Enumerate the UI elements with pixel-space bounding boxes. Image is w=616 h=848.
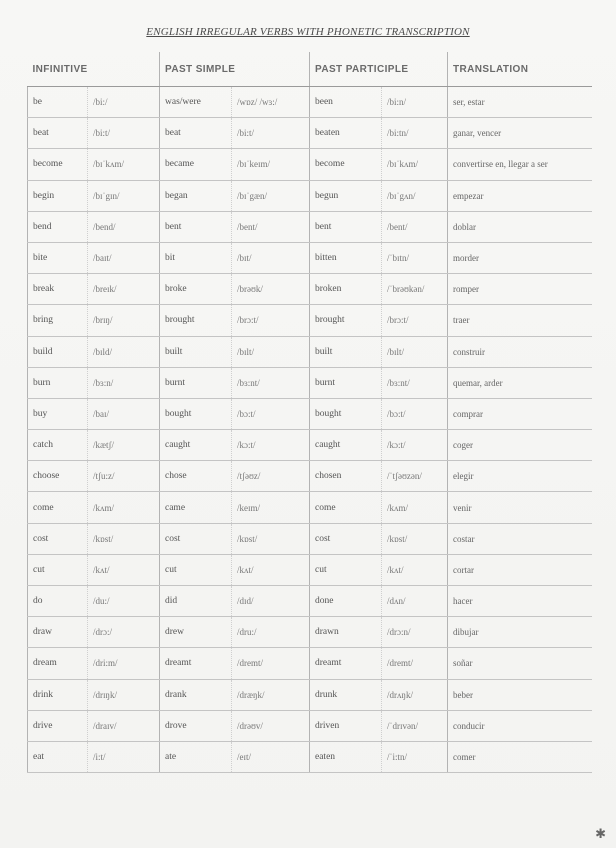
infinitive-phonetic-cell: /drɔ:/ bbox=[88, 617, 160, 648]
past-participle-phonetic-cell: /bi:tn/ bbox=[382, 118, 448, 149]
past-participle-phonetic-cell: /bent/ bbox=[382, 211, 448, 242]
infinitive-phonetic-cell: /kætʃ/ bbox=[88, 430, 160, 461]
past-simple-phonetic-cell: /bɪˈgæn/ bbox=[232, 180, 310, 211]
infinitive-phonetic-cell: /bi:t/ bbox=[88, 118, 160, 149]
table-row bbox=[28, 118, 592, 149]
past-participle-cell: done bbox=[310, 586, 382, 617]
past-simple-cell: burnt bbox=[160, 367, 232, 398]
translation-cell: traer bbox=[448, 305, 592, 336]
table-body bbox=[28, 87, 592, 773]
past-participle-cell: brought bbox=[310, 305, 382, 336]
infinitive-phonetic-cell: /tʃu:z/ bbox=[88, 461, 160, 492]
infinitive-cell: catch bbox=[28, 430, 88, 461]
infinitive-phonetic-cell: /bi:/ bbox=[88, 87, 160, 118]
translation-cell: convertirse en, llegar a ser bbox=[448, 149, 592, 180]
infinitive-cell: cost bbox=[28, 523, 88, 554]
translation-cell: costar bbox=[448, 523, 592, 554]
translation-cell: soñar bbox=[448, 648, 592, 679]
infinitive-phonetic-cell: /bend/ bbox=[88, 211, 160, 242]
infinitive-cell: beat bbox=[28, 118, 88, 149]
infinitive-cell: become bbox=[28, 149, 88, 180]
past-participle-cell: caught bbox=[310, 430, 382, 461]
translation-cell: dibujar bbox=[448, 617, 592, 648]
past-participle-phonetic-cell: /bɜ:nt/ bbox=[382, 367, 448, 398]
infinitive-cell: buy bbox=[28, 398, 88, 429]
past-simple-cell: cost bbox=[160, 523, 232, 554]
past-participle-phonetic-cell: /kɒst/ bbox=[382, 523, 448, 554]
table-row bbox=[28, 211, 592, 242]
translation-cell: comer bbox=[448, 741, 592, 772]
infinitive-phonetic-cell: /dri:m/ bbox=[88, 648, 160, 679]
translation-cell: doblar bbox=[448, 211, 592, 242]
past-simple-cell: chose bbox=[160, 461, 232, 492]
table-header-row bbox=[28, 52, 592, 87]
table-row bbox=[28, 87, 592, 118]
infinitive-phonetic-cell: /bɪˈkʌm/ bbox=[88, 149, 160, 180]
infinitive-cell: bring bbox=[28, 305, 88, 336]
past-simple-cell: ate bbox=[160, 741, 232, 772]
infinitive-phonetic-cell: /baɪ/ bbox=[88, 398, 160, 429]
past-participle-cell: cost bbox=[310, 523, 382, 554]
past-simple-phonetic-cell: /bent/ bbox=[232, 211, 310, 242]
past-participle-cell: beaten bbox=[310, 118, 382, 149]
infinitive-phonetic-cell: /du:/ bbox=[88, 586, 160, 617]
infinitive-cell: bite bbox=[28, 242, 88, 273]
infinitive-cell: be bbox=[28, 87, 88, 118]
table-row bbox=[28, 461, 592, 492]
past-participle-cell: begun bbox=[310, 180, 382, 211]
past-simple-phonetic-cell: /bɪlt/ bbox=[232, 336, 310, 367]
translation-cell: ser, estar bbox=[448, 87, 592, 118]
table-row bbox=[28, 523, 592, 554]
translation-cell: beber bbox=[448, 679, 592, 710]
past-participle-phonetic-cell: /bɔ:t/ bbox=[382, 398, 448, 429]
past-simple-phonetic-cell: /bɔ:t/ bbox=[232, 398, 310, 429]
table-row bbox=[28, 492, 592, 523]
past-participle-phonetic-cell: /ˈdrɪvən/ bbox=[382, 710, 448, 741]
past-simple-phonetic-cell: /dremt/ bbox=[232, 648, 310, 679]
past-participle-cell: driven bbox=[310, 710, 382, 741]
past-simple-phonetic-cell: /bi:t/ bbox=[232, 118, 310, 149]
past-simple-cell: bent bbox=[160, 211, 232, 242]
past-simple-phonetic-cell: /bɪt/ bbox=[232, 242, 310, 273]
past-participle-phonetic-cell: /dremt/ bbox=[382, 648, 448, 679]
past-simple-phonetic-cell: /dɪd/ bbox=[232, 586, 310, 617]
infinitive-cell: break bbox=[28, 274, 88, 305]
corner-mark-icon: ✱ bbox=[595, 826, 606, 841]
past-participle-phonetic-cell: /dʌn/ bbox=[382, 586, 448, 617]
past-simple-phonetic-cell: /kɒst/ bbox=[232, 523, 310, 554]
translation-cell: empezar bbox=[448, 180, 592, 211]
past-participle-phonetic-cell: /brɔ:t/ bbox=[382, 305, 448, 336]
past-simple-cell: caught bbox=[160, 430, 232, 461]
past-participle-cell: burnt bbox=[310, 367, 382, 398]
past-participle-cell: bitten bbox=[310, 242, 382, 273]
past-simple-phonetic-cell: /brəʊk/ bbox=[232, 274, 310, 305]
translation-cell: hacer bbox=[448, 586, 592, 617]
past-simple-phonetic-cell: /drəʊv/ bbox=[232, 710, 310, 741]
past-participle-cell: dreamt bbox=[310, 648, 382, 679]
past-participle-cell: bought bbox=[310, 398, 382, 429]
past-simple-phonetic-cell: /brɔ:t/ bbox=[232, 305, 310, 336]
table-row bbox=[28, 305, 592, 336]
past-participle-cell: become bbox=[310, 149, 382, 180]
infinitive-cell: eat bbox=[28, 741, 88, 772]
infinitive-phonetic-cell: /drɪŋk/ bbox=[88, 679, 160, 710]
past-participle-phonetic-cell: /ˈtʃəʊzən/ bbox=[382, 461, 448, 492]
past-simple-cell: drew bbox=[160, 617, 232, 648]
past-simple-cell: dreamt bbox=[160, 648, 232, 679]
past-participle-phonetic-cell: /bi:n/ bbox=[382, 87, 448, 118]
infinitive-cell: drive bbox=[28, 710, 88, 741]
table-row bbox=[28, 679, 592, 710]
translation-cell: comprar bbox=[448, 398, 592, 429]
irregular-verbs-table bbox=[27, 52, 592, 773]
past-participle-phonetic-cell: /ˈi:tn/ bbox=[382, 741, 448, 772]
past-simple-cell: was/were bbox=[160, 87, 232, 118]
past-simple-phonetic-cell: /kɔ:t/ bbox=[232, 430, 310, 461]
table-row bbox=[28, 336, 592, 367]
table-row bbox=[28, 554, 592, 585]
translation-cell: cortar bbox=[448, 554, 592, 585]
page-title: ENGLISH IRREGULAR VERBS WITH PHONETIC TRANSCRIPTION bbox=[146, 26, 470, 38]
translation-cell: ganar, vencer bbox=[448, 118, 592, 149]
past-participle-phonetic-cell: /kʌt/ bbox=[382, 554, 448, 585]
past-simple-phonetic-cell: /kʌt/ bbox=[232, 554, 310, 585]
past-simple-cell: bought bbox=[160, 398, 232, 429]
infinitive-phonetic-cell: /bɜ:n/ bbox=[88, 367, 160, 398]
past-simple-cell: cut bbox=[160, 554, 232, 585]
past-participle-phonetic-cell: /drɔ:n/ bbox=[382, 617, 448, 648]
translation-cell: morder bbox=[448, 242, 592, 273]
header-past-simple: PAST SIMPLE bbox=[160, 52, 310, 87]
translation-cell: conducir bbox=[448, 710, 592, 741]
infinitive-phonetic-cell: /kʌm/ bbox=[88, 492, 160, 523]
past-participle-phonetic-cell: /bɪlt/ bbox=[382, 336, 448, 367]
translation-cell: quemar, arder bbox=[448, 367, 592, 398]
past-simple-phonetic-cell: /wɒz/ /wɜ:/ bbox=[232, 87, 310, 118]
infinitive-cell: begin bbox=[28, 180, 88, 211]
table-row bbox=[28, 367, 592, 398]
translation-cell: construir bbox=[448, 336, 592, 367]
past-participle-phonetic-cell: /ˈbɪtn/ bbox=[382, 242, 448, 273]
infinitive-cell: bend bbox=[28, 211, 88, 242]
past-participle-cell: come bbox=[310, 492, 382, 523]
past-participle-cell: been bbox=[310, 87, 382, 118]
past-participle-cell: eaten bbox=[310, 741, 382, 772]
translation-cell: venir bbox=[448, 492, 592, 523]
translation-cell: elegir bbox=[448, 461, 592, 492]
past-participle-cell: drunk bbox=[310, 679, 382, 710]
past-participle-phonetic-cell: /kʌm/ bbox=[382, 492, 448, 523]
past-simple-cell: beat bbox=[160, 118, 232, 149]
past-simple-cell: came bbox=[160, 492, 232, 523]
past-simple-phonetic-cell: /bɜ:nt/ bbox=[232, 367, 310, 398]
past-participle-cell: broken bbox=[310, 274, 382, 305]
translation-cell: coger bbox=[448, 430, 592, 461]
past-participle-phonetic-cell: /drʌŋk/ bbox=[382, 679, 448, 710]
header-past-participle: PAST PARTICIPLE bbox=[310, 52, 448, 87]
past-simple-phonetic-cell: /tʃəʊz/ bbox=[232, 461, 310, 492]
past-simple-cell: began bbox=[160, 180, 232, 211]
table-row bbox=[28, 274, 592, 305]
infinitive-phonetic-cell: /baɪt/ bbox=[88, 242, 160, 273]
infinitive-phonetic-cell: /kʌt/ bbox=[88, 554, 160, 585]
infinitive-cell: cut bbox=[28, 554, 88, 585]
translation-cell: romper bbox=[448, 274, 592, 305]
past-simple-phonetic-cell: /dræŋk/ bbox=[232, 679, 310, 710]
past-simple-cell: broke bbox=[160, 274, 232, 305]
infinitive-cell: drink bbox=[28, 679, 88, 710]
table-row bbox=[28, 617, 592, 648]
table-row bbox=[28, 710, 592, 741]
table-row bbox=[28, 398, 592, 429]
past-participle-cell: chosen bbox=[310, 461, 382, 492]
past-simple-cell: drank bbox=[160, 679, 232, 710]
past-participle-phonetic-cell: /kɔ:t/ bbox=[382, 430, 448, 461]
infinitive-phonetic-cell: /brɪŋ/ bbox=[88, 305, 160, 336]
past-simple-cell: brought bbox=[160, 305, 232, 336]
past-participle-cell: bent bbox=[310, 211, 382, 242]
past-simple-phonetic-cell: /eɪt/ bbox=[232, 741, 310, 772]
infinitive-phonetic-cell: /draɪv/ bbox=[88, 710, 160, 741]
past-participle-phonetic-cell: /ˈbrəʊkən/ bbox=[382, 274, 448, 305]
table-row bbox=[28, 648, 592, 679]
table-row bbox=[28, 586, 592, 617]
infinitive-cell: draw bbox=[28, 617, 88, 648]
table-row bbox=[28, 430, 592, 461]
past-participle-cell: built bbox=[310, 336, 382, 367]
header-infinitive: INFINITIVE bbox=[28, 52, 160, 87]
past-simple-cell: did bbox=[160, 586, 232, 617]
infinitive-cell: build bbox=[28, 336, 88, 367]
past-simple-phonetic-cell: /bɪˈkeɪm/ bbox=[232, 149, 310, 180]
past-simple-cell: bit bbox=[160, 242, 232, 273]
infinitive-phonetic-cell: /i:t/ bbox=[88, 741, 160, 772]
past-participle-cell: cut bbox=[310, 554, 382, 585]
table-row bbox=[28, 741, 592, 772]
past-participle-cell: drawn bbox=[310, 617, 382, 648]
infinitive-cell: dream bbox=[28, 648, 88, 679]
header-translation: TRANSLATION bbox=[448, 52, 592, 87]
past-simple-cell: became bbox=[160, 149, 232, 180]
past-simple-cell: built bbox=[160, 336, 232, 367]
past-simple-phonetic-cell: /dru:/ bbox=[232, 617, 310, 648]
infinitive-cell: do bbox=[28, 586, 88, 617]
infinitive-cell: come bbox=[28, 492, 88, 523]
past-simple-phonetic-cell: /keɪm/ bbox=[232, 492, 310, 523]
past-participle-phonetic-cell: /bɪˈgʌn/ bbox=[382, 180, 448, 211]
table-row bbox=[28, 180, 592, 211]
past-simple-cell: drove bbox=[160, 710, 232, 741]
table-row bbox=[28, 149, 592, 180]
infinitive-phonetic-cell: /breɪk/ bbox=[88, 274, 160, 305]
infinitive-phonetic-cell: /bɪld/ bbox=[88, 336, 160, 367]
infinitive-phonetic-cell: /kɒst/ bbox=[88, 523, 160, 554]
infinitive-cell: burn bbox=[28, 367, 88, 398]
infinitive-cell: choose bbox=[28, 461, 88, 492]
table-row bbox=[28, 242, 592, 273]
infinitive-phonetic-cell: /bɪˈgɪn/ bbox=[88, 180, 160, 211]
past-participle-phonetic-cell: /bɪˈkʌm/ bbox=[382, 149, 448, 180]
